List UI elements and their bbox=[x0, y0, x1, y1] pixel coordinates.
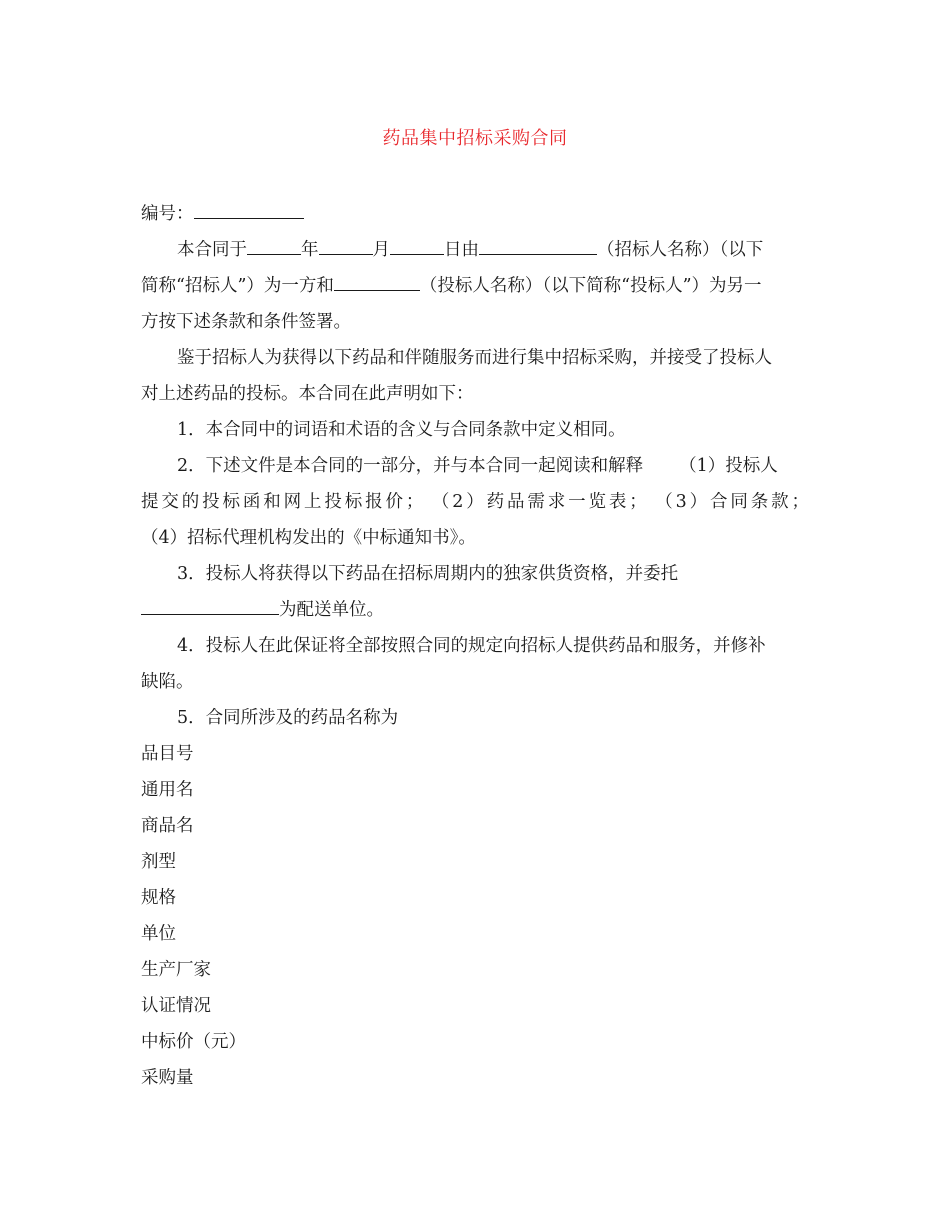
tenderer-name-blank bbox=[479, 238, 597, 255]
field-generic-name: 通用名 bbox=[141, 780, 194, 800]
clause-4-line1: 4．投标人在此保证将全部按照合同的规定向招标人提供药品和服务，并修补 bbox=[177, 636, 766, 656]
bidder-name-label: （投标人名称）（以下简称“投标人”）为另一 bbox=[419, 276, 762, 296]
document-body bbox=[141, 196, 809, 1096]
para1-line3: 方按下述条款和条件签署。 bbox=[141, 312, 351, 332]
clause-4-line2: 缺陷。 bbox=[141, 672, 194, 692]
para1-text: 简称“招标人”）为一方和 bbox=[141, 276, 334, 296]
clause-2-doc-3: （3）合同条款； bbox=[655, 492, 809, 512]
field-bid-price: 中标价（元） bbox=[141, 1032, 246, 1052]
para2-line2: 对上述药品的投标。本合同在此声明如下： bbox=[141, 384, 474, 404]
clause-2-line2 bbox=[141, 484, 809, 520]
clause-2-text: 2．下述文件是本合同的一部分，并与本合同一起阅读和解释 bbox=[177, 456, 644, 476]
contract-number-label: 编号： bbox=[141, 204, 194, 224]
contract-number-line bbox=[141, 196, 809, 232]
clause-2-line1 bbox=[141, 448, 809, 484]
distributor-blank bbox=[141, 598, 279, 615]
document-title: 药品集中招标采购合同 bbox=[382, 128, 568, 149]
day-blank bbox=[390, 238, 444, 255]
field-purchase-quantity: 采购量 bbox=[141, 1068, 194, 1088]
field-certification: 认证情况 bbox=[141, 996, 211, 1016]
clause-2-line3: （4）招标代理机构发出的《中标通知书》。 bbox=[141, 528, 476, 548]
clause-3-line1: 3．投标人将获得以下药品在招标周期内的独家供货资格，并委托 bbox=[177, 564, 679, 584]
field-dosage-form: 剂型 bbox=[141, 852, 176, 872]
field-trade-name: 商品名 bbox=[141, 816, 194, 836]
field-item-number: 品目号 bbox=[141, 744, 194, 764]
contract-number-blank bbox=[194, 202, 304, 219]
para2-line1: 鉴于招标人为获得以下药品和伴随服务而进行集中招标采购，并接受了投标人 bbox=[177, 348, 772, 368]
clause-2-doc-2: （2）药品需求一览表； bbox=[431, 492, 647, 512]
clause-2-doc-1-cont: 提交的投标函和网上投标报价； bbox=[141, 492, 424, 512]
clause-1: 1．本合同中的词语和术语的含义与合同条款中定义相同。 bbox=[177, 420, 626, 440]
field-specification: 规格 bbox=[141, 888, 176, 908]
month-blank bbox=[319, 238, 373, 255]
para1-line2 bbox=[141, 268, 809, 304]
bidder-name-blank bbox=[334, 274, 420, 291]
tenderer-name-label: （招标人名称）（以下 bbox=[597, 240, 764, 260]
clause-5: 5．合同所涉及的药品名称为 bbox=[177, 708, 399, 728]
clause-3-line2 bbox=[141, 592, 809, 628]
year-label: 年 bbox=[301, 240, 319, 260]
day-label: 日由 bbox=[444, 240, 479, 260]
month-label: 月 bbox=[372, 240, 390, 260]
field-unit: 单位 bbox=[141, 924, 176, 944]
distributor-label: 为配送单位。 bbox=[279, 600, 384, 620]
year-blank bbox=[247, 238, 301, 255]
clause-2-doc-1: （1）投标人 bbox=[679, 456, 778, 476]
para1-text: 本合同于 bbox=[177, 240, 247, 260]
field-manufacturer: 生产厂家 bbox=[141, 960, 211, 980]
para1-line1 bbox=[141, 232, 809, 268]
